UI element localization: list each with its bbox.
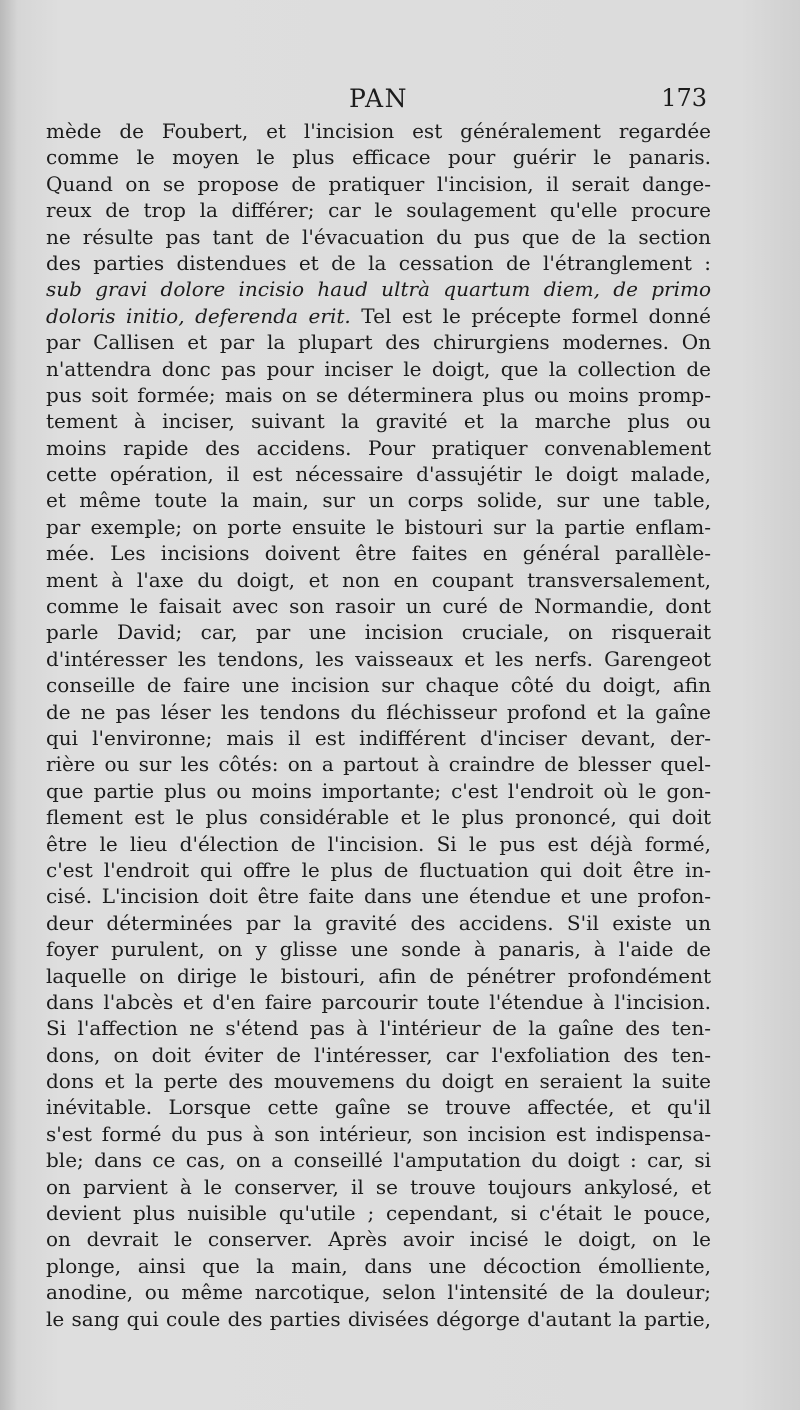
text-line: d'intéresser les tendons, les vaisseaux et les nerfs. Garengeot: [46, 646, 711, 671]
latin-quote-end: doloris initio, deferenda erit.: [46, 303, 351, 328]
text-line: que partie plus ou moins importante; c'est l'endroit où le gon-: [46, 778, 711, 803]
text-line: cette opération, il est nécessaire d'assujétir le doigt malade,: [46, 462, 711, 487]
text-line: foyer purulent, on y glisse une sonde à panaris, à l'aide de: [46, 937, 711, 962]
text-line: n'attendra donc pas pour inciser le doigt, que la collection de: [46, 356, 711, 381]
text-line: être le lieu d'élection de l'incision. Si le pus est déjà formé,: [46, 831, 711, 856]
text-line: Quand on se propose de pratiquer l'incision, il serait dange-: [46, 171, 711, 196]
text-line-mixed: [46, 303, 711, 329]
text-line: par Callisen et par la plupart des chirurgiens modernes. On: [46, 330, 711, 355]
text-line: on parvient à le conserver, il se trouve toujours ankylosé, et: [46, 1174, 711, 1199]
text-line: plonge, ainsi que la main, dans une décoction émolliente,: [46, 1253, 711, 1278]
text-line-latin-quote: sub gravi dolore incisio haud ultrà quartum diem, de primo: [46, 277, 711, 302]
text-line: devient plus nuisible qu'utile ; cependant, si c'était le pouce,: [46, 1201, 711, 1226]
text-line: ble; dans ce cas, on a conseillé l'amputation du doigt : car, si: [46, 1148, 711, 1173]
text-line: qui l'environne; mais il est indifférent d'inciser devant, der-: [46, 725, 711, 750]
text-line: laquelle on dirige le bistouri, afin de pénétrer profondément: [46, 963, 711, 988]
text-line: tement à inciser, suivant la gravité et la marche plus ou: [46, 409, 711, 434]
text-line: flement est le plus considérable et le plus prononcé, qui doit: [46, 805, 711, 830]
text-line: dons, on doit éviter de l'intéresser, car l'exfoliation des ten-: [46, 1042, 711, 1067]
text-line: Si l'affection ne s'étend pas à l'intérieur de la gaîne des ten-: [46, 1016, 711, 1041]
text-line: des parties distendues et de la cessation de l'étranglement :: [46, 250, 711, 275]
text-line: reux de trop la différer; car le soulagement qu'elle procure: [46, 198, 711, 223]
page-number: 173: [661, 84, 707, 112]
text-line: on devrait le conserver. Après avoir incisé le doigt, on le: [46, 1227, 711, 1252]
text-line: cisé. L'incision doit être faite dans une étendue et une profon-: [46, 884, 711, 909]
text-line: s'est formé du pus à son intérieur, son incision est indispensa-: [46, 1121, 711, 1146]
text-line: dans l'abcès et d'en faire parcourir toute l'étendue à l'incision.: [46, 989, 711, 1014]
running-header: [46, 82, 711, 118]
text-line: mée. Les incisions doivent être faites en général parallèle-: [46, 541, 711, 566]
text-line: comme le faisait avec son rasoir un curé de Normandie, dont: [46, 594, 711, 619]
text-line: anodine, ou même narcotique, selon l'intensité de la douleur;: [46, 1280, 711, 1305]
text-line: dons et la perte des mouvemens du doigt en seraient la suite: [46, 1069, 711, 1094]
text-line: inévitable. Lorsque cette gaîne se trouve affectée, et qu'il: [46, 1095, 711, 1120]
text-line: deur déterminées par la gravité des accidens. S'il existe un: [46, 910, 711, 935]
text-line: comme le moyen le plus efficace pour guérir le panaris.: [46, 145, 711, 170]
text-line: mède de Foubert, et l'incision est généralement regardée: [46, 119, 711, 143]
text-line: de ne pas léser les tendons du fléchisseur profond et la gaîne: [46, 699, 711, 724]
text-line: ne résulte pas tant de l'évacuation du pus que de la section: [46, 224, 711, 249]
text-line: par exemple; on porte ensuite le bistouri sur la partie enflam-: [46, 514, 711, 539]
text-line: conseille de faire une incision sur chaque côté du doigt, afin: [46, 673, 711, 698]
text-line: parle David; car, par une incision cruciale, on risquerait: [46, 620, 711, 645]
text-line: c'est l'endroit qui offre le plus de fluctuation qui doit être in-: [46, 857, 711, 882]
body-text: [46, 118, 711, 1332]
text-line: moins rapide des accidens. Pour pratiquer convenablement: [46, 435, 711, 460]
text-line: et même toute la main, sur un corps solide, sur une table,: [46, 488, 711, 513]
text-line: rière ou sur les côtés: on a partout à craindre de blesser quel-: [46, 752, 711, 777]
text-segment: Tel est le précepte formel donné: [350, 303, 711, 328]
text-line: pus soit formée; mais on se déterminera plus ou moins promp-: [46, 382, 711, 407]
text-line: ment à l'axe du doigt, et non en coupant transversalement,: [46, 567, 711, 592]
page-header-title: PAN: [349, 84, 408, 113]
text-line: le sang qui coule des parties divisées dégorge d'autant la partie,: [46, 1306, 711, 1331]
